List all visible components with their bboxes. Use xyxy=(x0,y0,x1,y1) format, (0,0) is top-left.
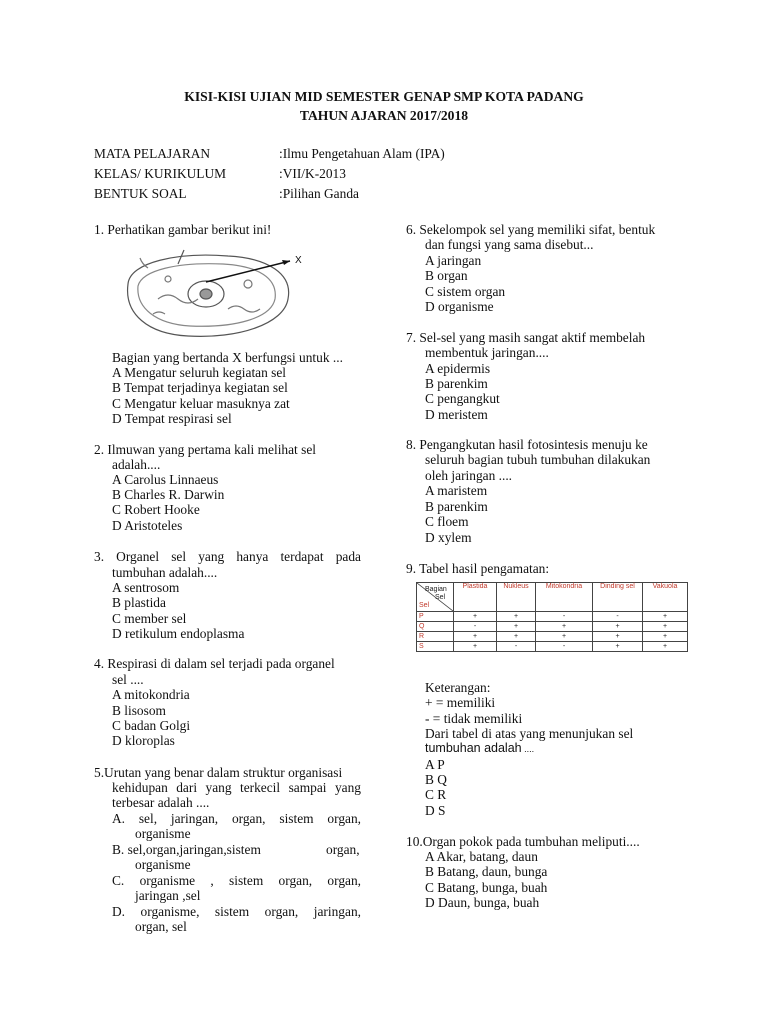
cell-diagram-figure xyxy=(118,244,318,344)
corner-bottom-label: Sel xyxy=(419,602,430,609)
q5-option-c: C. organisme , sistem organ, organ, xyxy=(112,873,361,888)
table-header: Nukleus xyxy=(497,583,536,612)
observation-table xyxy=(416,582,688,652)
table-row-label: P xyxy=(417,612,454,622)
q3-option-a: A sentrosom xyxy=(112,580,180,595)
q2-option-b: B Charles R. Darwin xyxy=(112,487,225,502)
q5-option-d: D. organisme, sistem organ, jaringan, xyxy=(112,904,361,919)
q5-option-b: B. sel,organ,jaringan,sistem xyxy=(112,842,261,857)
q9-option-c: C R xyxy=(425,787,447,802)
q9-prompt: Dari tabel di atas yang menunjukan sel xyxy=(425,726,634,741)
table-cell: + xyxy=(536,622,593,632)
table-cell: + xyxy=(593,622,643,632)
q7-stem: 7. Sel-sel yang masih sangat aktif membelah xyxy=(406,330,646,345)
q2-option-d: D Aristoteles xyxy=(112,518,183,533)
q9-option-d: D S xyxy=(425,803,446,818)
table-corner-cell xyxy=(417,583,454,612)
table-row-label: S xyxy=(417,642,454,652)
q4-option-d: D kloroplas xyxy=(112,733,175,748)
q5-option-a-cont: organisme xyxy=(135,826,191,841)
q1-stem: 1. Perhatikan gambar berikut ini! xyxy=(94,222,272,237)
q10-stem: 10.Organ pokok pada tumbuhan meliputi.... xyxy=(406,834,640,849)
q6-stem: 6. Sekelompok sel yang memiliki sifat, bentuk xyxy=(406,222,656,237)
table-cell: + xyxy=(497,612,536,622)
table-header: Vakuola xyxy=(643,583,688,612)
q9-legend-plus: + = memiliki xyxy=(425,695,496,710)
figure-x-label: X xyxy=(295,255,302,266)
info-value-type: :Pilihan Ganda xyxy=(279,186,359,201)
q9-prompt-cont xyxy=(425,741,534,757)
q10-option-b: B Batang, daun, bunga xyxy=(425,864,548,879)
q5-option-a: A. sel, jaringan, organ, sistem organ, xyxy=(112,811,361,826)
q8-option-d: D xylem xyxy=(425,530,472,545)
q5-option-b-right: organ, xyxy=(326,842,360,857)
table-cell: - xyxy=(536,612,593,622)
q1-option-c: C Mengatur keluar masuknya zat xyxy=(112,396,290,411)
table-cell: + xyxy=(497,622,536,632)
table-cell: - xyxy=(497,642,536,652)
q6-stem-cont: dan fungsi yang sama disebut... xyxy=(425,237,594,252)
q5-option-b-cont: organisme xyxy=(135,857,191,872)
q3-option-d: D retikulum endoplasma xyxy=(112,626,245,641)
info-label-subject: MATA PELAJARAN xyxy=(94,146,211,161)
q6-option-a: A jaringan xyxy=(425,253,482,268)
q8-stem-cont2: oleh jaringan .... xyxy=(425,468,513,483)
table-cell: + xyxy=(454,632,497,642)
q7-option-c: C pengangkut xyxy=(425,391,500,406)
table-header: Mitokondria xyxy=(536,583,593,612)
q2-option-c: C Robert Hooke xyxy=(112,502,200,517)
q5-option-c-cont: jaringan ,sel xyxy=(135,888,201,903)
q4-option-a: A mitokondria xyxy=(112,687,190,702)
q9-prompt-dots: .... xyxy=(521,744,535,754)
table-cell: + xyxy=(643,642,688,652)
q5-stem-cont: kehidupan dari yang terkecil sampai yang xyxy=(112,780,361,795)
q4-stem-cont: sel .... xyxy=(112,672,144,687)
q5-option-d-cont: organ, sel xyxy=(135,919,187,934)
table-row-label: R xyxy=(417,632,454,642)
info-value-class: :VII/K-2013 xyxy=(279,166,346,181)
table-cell: + xyxy=(536,632,593,642)
q7-stem-cont: membentuk jaringan.... xyxy=(425,345,549,360)
table-cell: - xyxy=(593,612,643,622)
info-label-type: BENTUK SOAL xyxy=(94,186,187,201)
q3-option-b: B plastida xyxy=(112,595,166,610)
q3-option-c: C member sel xyxy=(112,611,187,626)
q4-stem: 4. Respirasi di dalam sel terjadi pada organel xyxy=(94,656,335,671)
q1-option-b: B Tempat terjadinya kegiatan sel xyxy=(112,380,288,395)
q9-legend-title: Keterangan: xyxy=(425,680,491,695)
q8-option-b: B parenkim xyxy=(425,499,488,514)
q10-option-a: A Akar, batang, daun xyxy=(425,849,538,864)
table-row xyxy=(417,632,688,642)
q9-option-b: B Q xyxy=(425,772,447,787)
table-cell: + xyxy=(643,622,688,632)
table-cell: + xyxy=(643,632,688,642)
q7-option-b: B parenkim xyxy=(425,376,488,391)
table-row xyxy=(417,622,688,632)
table-header: Dinding sel xyxy=(593,583,643,612)
table-row-label: Q xyxy=(417,622,454,632)
q2-option-a: A Carolus Linnaeus xyxy=(112,472,219,487)
q8-option-a: A maristem xyxy=(425,483,488,498)
q3-stem: 3. Organel sel yang hanya terdapat pada xyxy=(94,549,361,564)
info-label-class: KELAS/ KURIKULUM xyxy=(94,166,227,181)
q9-legend-minus: - = tidak memiliki xyxy=(425,711,523,726)
q2-stem: 2. Ilmuwan yang pertama kali melihat sel xyxy=(94,442,316,457)
table-row xyxy=(417,612,688,622)
q4-option-b: B lisosom xyxy=(112,703,166,718)
q2-stem-cont: adalah.... xyxy=(112,457,161,472)
q10-option-c: C Batang, bunga, buah xyxy=(425,880,548,895)
table-header: Plastida xyxy=(454,583,497,612)
q8-option-c: C floem xyxy=(425,514,469,529)
corner-mid-label: Sel xyxy=(435,594,446,601)
info-value-subject: :Ilmu Pengetahuan Alam (IPA) xyxy=(279,146,445,161)
page-title: KISI-KISI UJIAN MID SEMESTER GENAP SMP KOTA PADANG xyxy=(184,89,584,104)
table-cell: + xyxy=(593,642,643,652)
q10-option-d: D Daun, bunga, buah xyxy=(425,895,540,910)
q3-stem-cont: tumbuhan adalah.... xyxy=(112,565,218,580)
q1-option-a: A Mengatur seluruh kegiatan sel xyxy=(112,365,287,380)
table-cell: + xyxy=(593,632,643,642)
table-cell: + xyxy=(497,632,536,642)
q4-option-c: C badan Golgi xyxy=(112,718,191,733)
page-subtitle: TAHUN AJARAN 2017/2018 xyxy=(299,108,469,123)
q9-prompt-cont-text: tumbuhan adalah xyxy=(425,741,522,755)
table-cell: + xyxy=(454,642,497,652)
table-cell: - xyxy=(454,622,497,632)
q6-option-d: D organisme xyxy=(425,299,494,314)
q8-stem-cont: seluruh bagian tubuh tumbuhan dilakukan xyxy=(425,452,651,467)
q5-stem: 5.Urutan yang benar dalam struktur organisasi xyxy=(94,765,343,780)
q9-stem: 9. Tabel hasil pengamatan: xyxy=(406,561,550,576)
corner-top-label: Bagian xyxy=(425,586,447,593)
table-cell: + xyxy=(454,612,497,622)
q9-option-a: A P xyxy=(425,757,445,772)
q6-option-b: B organ xyxy=(425,268,468,283)
q1-option-d: D Tempat respirasi sel xyxy=(112,411,232,426)
table-row xyxy=(417,642,688,652)
q5-stem-cont2: terbesar adalah .... xyxy=(112,795,210,810)
q6-option-c: C sistem organ xyxy=(425,284,506,299)
table-cell: + xyxy=(643,612,688,622)
q7-option-a: A epidermis xyxy=(425,361,491,376)
q7-option-d: D meristem xyxy=(425,407,488,422)
q1-prompt: Bagian yang bertanda X berfungsi untuk ... xyxy=(112,350,343,365)
table-cell: - xyxy=(536,642,593,652)
q8-stem: 8. Pengangkutan hasil fotosintesis menuju ke xyxy=(406,437,648,452)
